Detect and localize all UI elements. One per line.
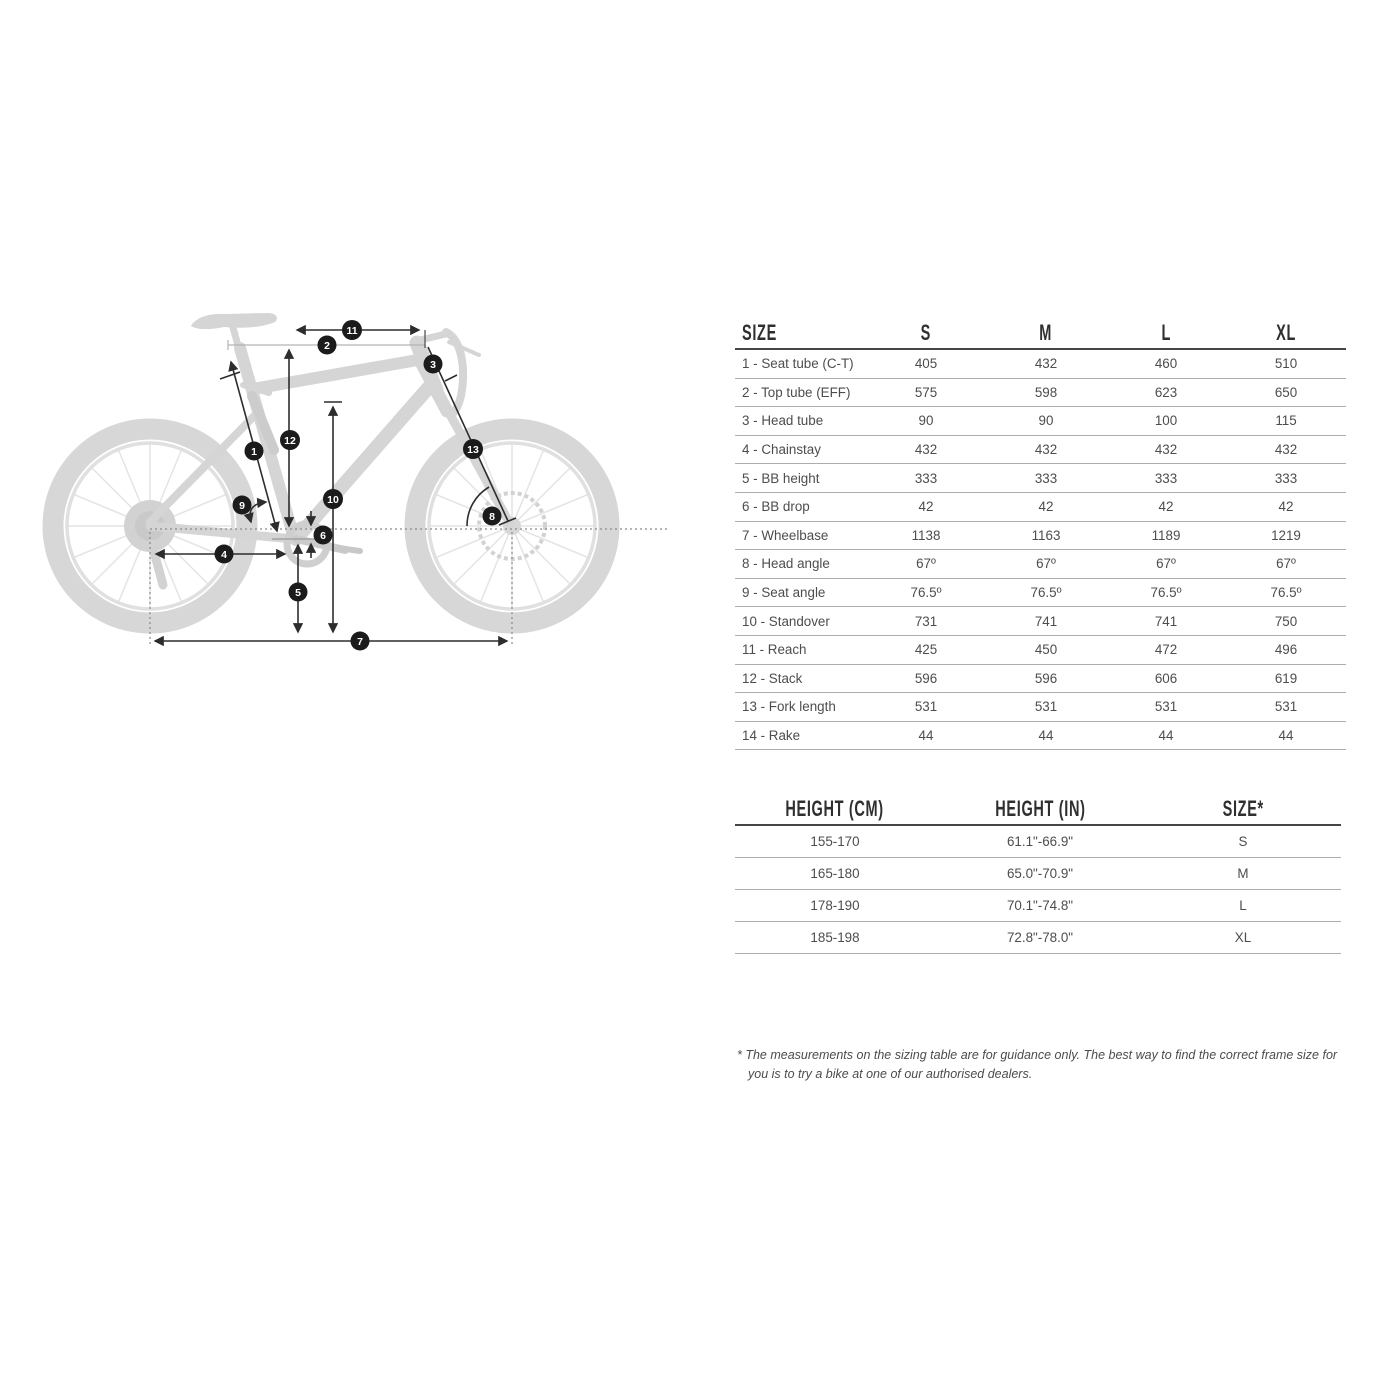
svg-text:10: 10 (327, 494, 339, 506)
value-xl: 67º (1276, 556, 1296, 572)
svg-text:2: 2 (324, 340, 330, 352)
height-in-value: 72.8"-78.0" (1006, 930, 1074, 945)
measurement-label: 3 - Head tube (742, 413, 824, 429)
marker-9 (233, 496, 252, 515)
measurement-label: 6 - BB drop (742, 499, 810, 515)
value-xl: 619 (1274, 670, 1298, 686)
value-xl: 333 (1274, 470, 1298, 486)
value-l: 623 (1154, 384, 1178, 400)
seatpost (232, 324, 242, 360)
value-xl: 76.5º (1270, 585, 1302, 601)
marker-10 (323, 489, 343, 509)
size-table-header-s: S (920, 320, 932, 345)
marker-8 (483, 507, 502, 526)
value-xl: 510 (1274, 356, 1298, 372)
height-table (735, 794, 1341, 954)
value-l: 67º (1156, 556, 1176, 572)
height-table-row (735, 922, 1341, 954)
value-l: 741 (1154, 613, 1178, 629)
value-xl: 44 (1278, 728, 1294, 744)
size-table-row (735, 522, 1346, 551)
value-l: 1189 (1151, 527, 1181, 543)
bike-geometry-diagram (30, 288, 690, 698)
size-table-row (735, 379, 1346, 408)
svg-text:1: 1 (251, 446, 257, 458)
value-l: 432 (1154, 442, 1178, 458)
size-table-header-xl: XL (1276, 320, 1296, 345)
svg-text:5: 5 (295, 587, 301, 599)
svg-text:7: 7 (357, 636, 363, 648)
marker-7 (351, 632, 370, 651)
value-l: 472 (1154, 642, 1178, 658)
value-s: 425 (914, 642, 938, 658)
value-s: 432 (914, 442, 938, 458)
measurement-label: 12 - Stack (742, 670, 803, 686)
size-table-row (735, 350, 1346, 379)
svg-text:12: 12 (284, 435, 296, 447)
marker-2 (318, 336, 337, 355)
measurement-label: 7 - Wheelbase (742, 527, 829, 543)
marker-12 (280, 430, 300, 450)
size-table-row (735, 693, 1346, 722)
value-m: 450 (1034, 642, 1058, 658)
height-table-row (735, 826, 1341, 858)
height-table-row (735, 858, 1341, 890)
value-m: 42 (1038, 499, 1054, 515)
value-m: 1163 (1031, 527, 1061, 543)
value-l: 44 (1158, 728, 1174, 744)
marker-11 (342, 320, 362, 340)
height-cm-value: 155-170 (810, 834, 860, 849)
measurement-label: 9 - Seat angle (742, 585, 826, 601)
value-xl: 432 (1274, 442, 1298, 458)
value-s: 596 (914, 670, 938, 686)
value-xl: 115 (1275, 413, 1297, 429)
svg-text:11: 11 (346, 325, 358, 337)
height-table-header (735, 794, 1341, 826)
svg-text:9: 9 (239, 500, 245, 512)
value-s: 42 (918, 499, 934, 515)
size-table-row (735, 636, 1346, 665)
value-xl: 496 (1274, 642, 1298, 658)
value-l: 100 (1154, 413, 1178, 429)
height-in-header: HEIGHT (IN) (994, 796, 1086, 821)
size-value: M (1237, 866, 1249, 881)
derailleur-icon (152, 544, 163, 585)
marker-4 (215, 545, 234, 564)
measurement-label: 4 - Chainstay (742, 442, 821, 458)
value-m: 531 (1034, 699, 1058, 715)
value-m: 596 (1034, 670, 1058, 686)
svg-text:3: 3 (430, 359, 436, 371)
value-m: 90 (1038, 413, 1054, 429)
measurement-label: 8 - Head angle (742, 556, 830, 572)
value-l: 531 (1154, 699, 1178, 715)
value-s: 1138 (911, 527, 941, 543)
value-s: 44 (918, 728, 934, 744)
size-table-row (735, 579, 1346, 608)
size-table-row (735, 464, 1346, 493)
measurement-label: 2 - Top tube (EFF) (742, 384, 851, 400)
size-table-row (735, 493, 1346, 522)
value-xl: 42 (1278, 499, 1294, 515)
marker-1 (245, 442, 264, 461)
size-star-header: SIZE* (1222, 796, 1264, 821)
value-m: 67º (1036, 556, 1056, 572)
size-table-header-l: L (1161, 320, 1171, 345)
value-xl: 531 (1274, 699, 1298, 715)
height-in-value: 70.1"-74.8" (1006, 898, 1074, 913)
value-m: 432 (1034, 356, 1058, 372)
size-table-row (735, 665, 1346, 694)
value-s: 575 (914, 384, 938, 400)
height-table-body (735, 826, 1341, 954)
value-m: 76.5º (1030, 585, 1062, 601)
size-value: L (1239, 898, 1247, 913)
value-s: 67º (916, 556, 936, 572)
measurement-label: 13 - Fork length (742, 699, 836, 715)
value-s: 90 (918, 413, 934, 429)
size-table-header-size: SIZE (742, 320, 777, 345)
measurement-label: 10 - Standover (742, 613, 830, 629)
measurement-label: 11 - Reach (742, 642, 807, 658)
height-in-value: 61.1"-66.9" (1006, 834, 1074, 849)
svg-text:8: 8 (489, 511, 495, 523)
value-l: 42 (1158, 499, 1174, 515)
value-m: 741 (1034, 613, 1058, 629)
size-value: S (1238, 834, 1248, 849)
value-s: 76.5º (910, 585, 942, 601)
value-s: 531 (914, 699, 938, 715)
size-table-header-m: M (1039, 320, 1053, 345)
size-table-row (735, 436, 1346, 465)
size-table-row (735, 607, 1346, 636)
value-l: 460 (1154, 356, 1178, 372)
value-s: 333 (914, 470, 938, 486)
value-m: 432 (1034, 442, 1058, 458)
height-cm-value: 165-180 (810, 866, 860, 881)
size-table-header (735, 318, 1346, 350)
measurement-label: 5 - BB height (742, 470, 820, 486)
size-value: XL (1234, 930, 1252, 945)
height-table-row (735, 890, 1341, 922)
value-xl: 750 (1274, 613, 1298, 629)
size-table (735, 318, 1346, 750)
marker-5 (289, 583, 308, 602)
value-m: 44 (1038, 728, 1054, 744)
value-xl: 650 (1274, 384, 1298, 400)
svg-text:13: 13 (467, 444, 479, 456)
top-tube (253, 359, 423, 389)
size-table-row (735, 550, 1346, 579)
height-in-value: 65.0"-70.9" (1006, 866, 1074, 881)
height-cm-value: 185-198 (810, 930, 860, 945)
value-l: 606 (1154, 670, 1178, 686)
measurement-label: 14 - Rake (742, 728, 801, 744)
saddle (191, 313, 277, 329)
size-table-body (735, 350, 1346, 750)
svg-text:6: 6 (320, 530, 326, 542)
size-table-row (735, 722, 1346, 751)
pedal (338, 548, 360, 551)
stem (416, 334, 446, 341)
value-l: 333 (1154, 470, 1178, 486)
height-cm-header: HEIGHT (CM) (785, 796, 885, 821)
value-l: 76.5º (1150, 585, 1182, 601)
value-s: 405 (914, 356, 938, 372)
measurement-label: 1 - Seat tube (C-T) (742, 356, 854, 372)
value-m: 333 (1034, 470, 1058, 486)
svg-text:4: 4 (221, 549, 227, 561)
height-cm-value: 178-190 (810, 898, 860, 913)
value-xl: 1219 (1271, 527, 1301, 543)
footnote: * The measurements on the sizing table are for guidance only. The best way to find the correct frame size for you is to try a bike at one of our authorised dealers. (737, 1048, 1338, 1082)
marker-13 (463, 439, 483, 459)
marker-6 (314, 526, 333, 545)
value-s: 731 (914, 613, 938, 629)
marker-3 (424, 355, 443, 374)
size-table-row (735, 407, 1346, 436)
value-m: 598 (1034, 384, 1058, 400)
